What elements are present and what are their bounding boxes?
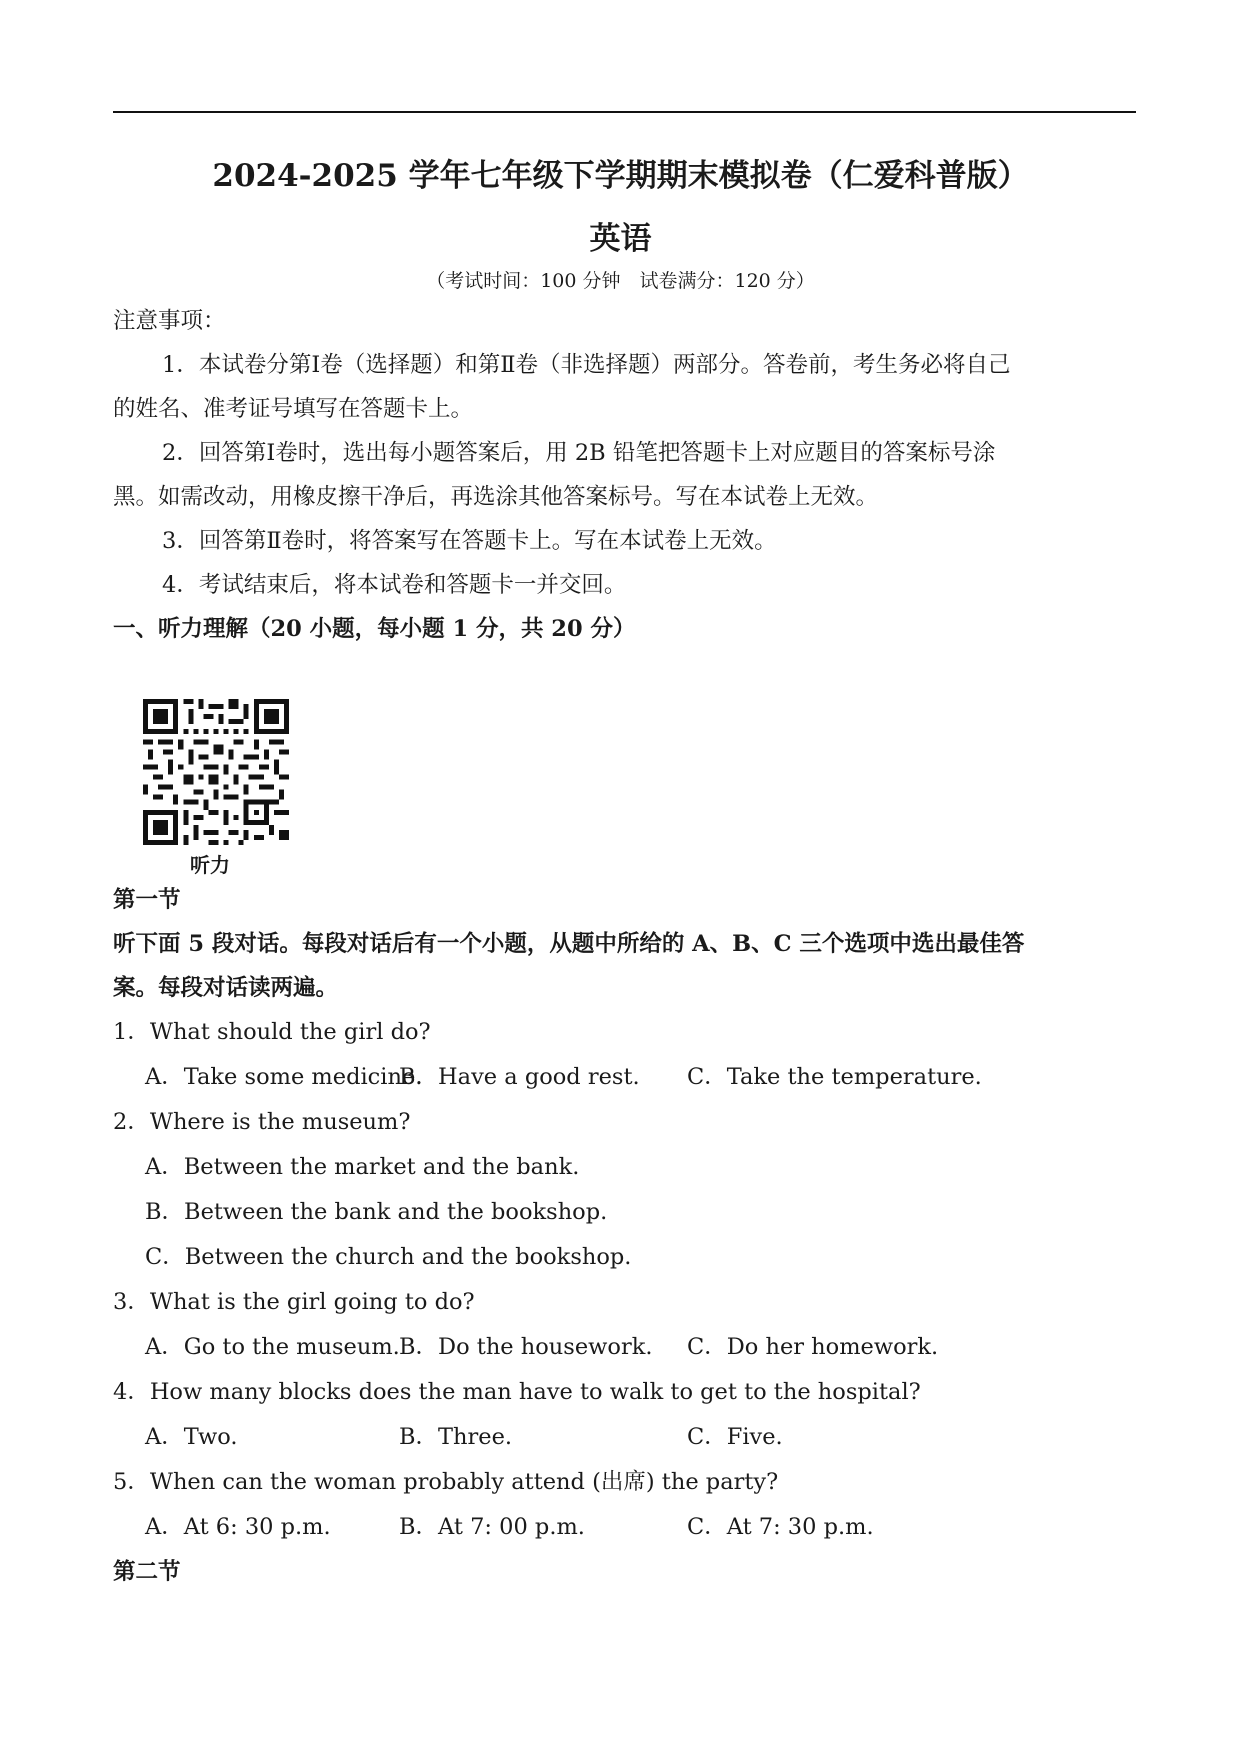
part1-heading: 第一节 (113, 887, 181, 913)
option-a[interactable]: A．Go to the museum. (145, 1334, 400, 1360)
question-1-options (0, 1062, 1241, 1092)
top-rule (113, 111, 1136, 113)
question-5: 5．When can the woman probably attend (出席) the party? (113, 1469, 779, 1495)
question-1: 1．What should the girl do? (113, 1019, 431, 1045)
subject-title: 英语 (589, 221, 652, 257)
exam-title: 2024-2025 学年七年级下学期期末模拟卷（仁爱科普版） (212, 158, 1029, 194)
option-b[interactable]: B．At 7: 00 p.m. (399, 1514, 585, 1540)
question-4-options (0, 1422, 1241, 1452)
question-2: 2．Where is the museum? (113, 1109, 411, 1135)
option-b[interactable]: B．Between the bank and the bookshop. (145, 1199, 608, 1225)
notice-item-2-cont: 黑。如需改动，用橡皮擦干净后，再选涂其他答案标号。写在本试卷上无效。 (113, 484, 879, 510)
notice-item-2: 2．回答第Ⅰ卷时，选出每小题答案后，用 2B 铅笔把答题卡上对应题目的答案标号涂 (162, 440, 996, 466)
section-heading: 一、听力理解（20 小题，每小题 1 分，共 20 分） (113, 616, 636, 642)
option-b[interactable]: B．Three. (399, 1424, 513, 1450)
option-a[interactable]: A．Two. (145, 1424, 238, 1450)
option-a[interactable]: A．Between the market and the bank. (145, 1154, 580, 1180)
question-3-options (0, 1332, 1241, 1362)
option-c[interactable]: C．Take the temperature. (687, 1064, 982, 1090)
notice-item-4: 4．考试结束后，将本试卷和答题卡一并交回。 (162, 572, 627, 598)
qr-code-icon (143, 699, 289, 845)
notice-heading: 注意事项： (113, 308, 226, 334)
exam-info: （考试时间：100 分钟 试卷满分：120 分） (426, 270, 815, 292)
option-c[interactable]: C．Five. (687, 1424, 783, 1450)
question-3: 3．What is the girl going to do? (113, 1289, 475, 1315)
question-4: 4．How many blocks does the man have to walk to get to the hospital? (113, 1379, 921, 1405)
option-a[interactable]: A．Take some medicine. (145, 1064, 423, 1090)
option-c[interactable]: C．Do her homework. (687, 1334, 939, 1360)
option-b[interactable]: B．Do the housework. (399, 1334, 653, 1360)
notice-item-3: 3．回答第Ⅱ卷时，将答案写在答题卡上。写在本试卷上无效。 (162, 528, 777, 554)
question-5-options (0, 1512, 1241, 1542)
option-b[interactable]: B．Have a good rest. (399, 1064, 640, 1090)
instructions-line-2: 案。每段对话读两遍。 (113, 975, 339, 1001)
part2-heading: 第二节 (113, 1559, 181, 1585)
option-c[interactable]: C．Between the church and the bookshop. (145, 1244, 632, 1270)
option-a[interactable]: A．At 6: 30 p.m. (145, 1514, 331, 1540)
instructions-line-1: 听下面 5 段对话。每段对话后有一个小题，从题中所给的 A、B、C 三个选项中选出最佳答 (113, 931, 1025, 957)
notice-item-1-cont: 的姓名、准考证号填写在答题卡上。 (113, 396, 474, 422)
notice-item-1: 1．本试卷分第Ⅰ卷（选择题）和第Ⅱ卷（非选择题）两部分。答卷前，考生务必将自己 (162, 352, 1011, 378)
qr-label: 听力 (190, 853, 230, 877)
option-c[interactable]: C．At 7: 30 p.m. (687, 1514, 874, 1540)
